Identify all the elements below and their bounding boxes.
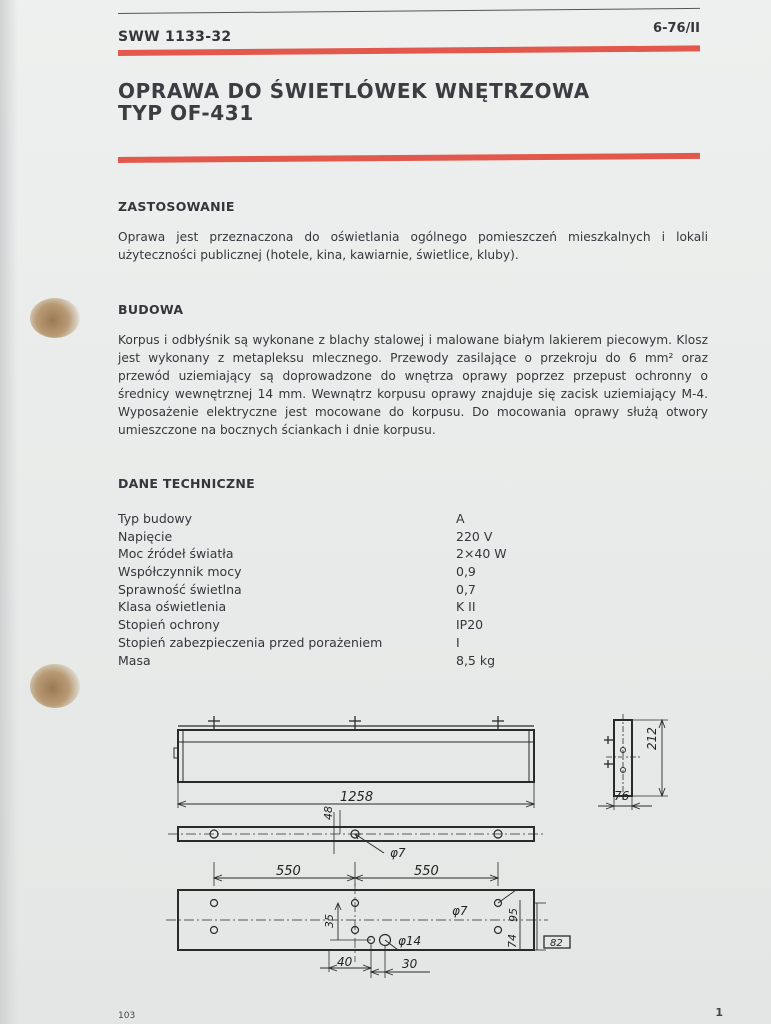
tech-label: Moc źródeł światła (118, 546, 234, 562)
tech-row (118, 528, 538, 546)
tech-value: 2×40 W (456, 546, 507, 562)
dim-30-label: 30 (402, 957, 418, 971)
technical-drawing (0, 700, 771, 1000)
dim-width-label: 76 (614, 789, 630, 803)
section-heading-zastosowanie: ZASTOSOWANIE (118, 199, 235, 214)
red-rule-title (118, 153, 700, 163)
tech-label: Współczynnik mocy (118, 564, 242, 580)
dim-phi7-top-label: φ7 (390, 846, 406, 860)
budowa-paragraph: Korpus i odbłyśnik są wykonane z blachy stalowej i malowane białym lakierem piecowym. Klosz jest wykonany z metapleksu mlecznego. Przewody zasilające o przekroju do 6 mm² oraz przewód uziemiający są doprowadzone do wnętrza oprawy poprzez przepust ochronny o średnicy wewnętrznej 14 mm. Wewnątrz korpusu oprawy znajduje się zacisk uziemiający M-4. Wyposażenie elektryczne jest mocowane do korpusu. Do mocowania oprawy służą otwory umieszczone na bocznych ściankach i dnie korpusu. (118, 333, 708, 437)
tech-label: Stopień zabezpieczenia przed porażeniem (118, 634, 383, 650)
document-code: SWW 1133-32 (118, 29, 232, 45)
tech-label: Sprawność świetlna (118, 581, 242, 597)
technical-data-table (118, 510, 538, 669)
top-view (168, 810, 545, 854)
figure-ref-label: 82 (550, 938, 563, 949)
page-title (118, 80, 590, 124)
tech-row (118, 510, 538, 528)
footer-left-number: 103 (118, 1011, 136, 1021)
section-heading-budowa: BUDOWA (118, 302, 184, 317)
page-reference: 6-76/II (653, 21, 700, 36)
header-rule (118, 8, 700, 14)
dim-length-label: 1258 (340, 790, 374, 805)
dim-height-label: 212 (645, 727, 659, 750)
dim-74-label: 74 (506, 934, 519, 948)
tech-row (118, 598, 538, 616)
section-heading-dane: DANE TECHNICZNE (118, 476, 255, 491)
tech-row (118, 581, 538, 599)
red-rule-top (118, 45, 700, 56)
dim-40-label: 40 (337, 955, 353, 969)
tech-value: IP20 (456, 617, 484, 633)
dim-phi7-bottom-label: φ7 (452, 904, 468, 918)
budowa-text (118, 331, 708, 439)
tech-label: Napięcie (118, 528, 173, 544)
tech-row (118, 563, 538, 581)
title-line-1: OPRAWA DO ŚWIETLÓWEK WNĘTRZOWA (118, 79, 590, 103)
tech-value: K II (456, 599, 476, 615)
tech-value: I (456, 634, 460, 650)
tech-label: Klasa oświetlenia (118, 599, 227, 615)
tech-row (118, 634, 538, 652)
dim-95-label: 95 (507, 908, 520, 922)
dim-550-right-label: 550 (414, 864, 439, 879)
tech-value: 8,5 kg (456, 652, 496, 668)
tech-row (118, 652, 538, 670)
footer-page-number: 1 (715, 1006, 723, 1019)
tech-value: 0,9 (456, 564, 476, 580)
zastosowanie-paragraph: Oprawa jest przeznaczona do oświetlania ogólnego pomieszczeń mieszkalnych i lokali użyteczności publicznej (hotele, kina, kawiarnie, świetlice, kluby). (118, 230, 708, 262)
tech-value: A (456, 511, 465, 526)
tech-row (118, 545, 538, 563)
punch-hole-top (30, 298, 80, 338)
zastosowanie-text (118, 228, 708, 264)
dim-35-label: 35 (323, 914, 336, 928)
dim-phi14-label: φ14 (398, 934, 422, 948)
tech-label: Stopień ochrony (118, 617, 220, 633)
tech-label: Typ budowy (118, 511, 193, 526)
dim-550-left-label: 550 (276, 864, 301, 879)
dim-48-label: 48 (322, 806, 335, 820)
tech-value: 0,7 (456, 581, 476, 597)
tech-value: 220 V (456, 528, 493, 544)
tech-row (118, 616, 538, 634)
tech-label: Masa (118, 652, 151, 668)
title-line-2: TYP OF-431 (118, 101, 254, 125)
